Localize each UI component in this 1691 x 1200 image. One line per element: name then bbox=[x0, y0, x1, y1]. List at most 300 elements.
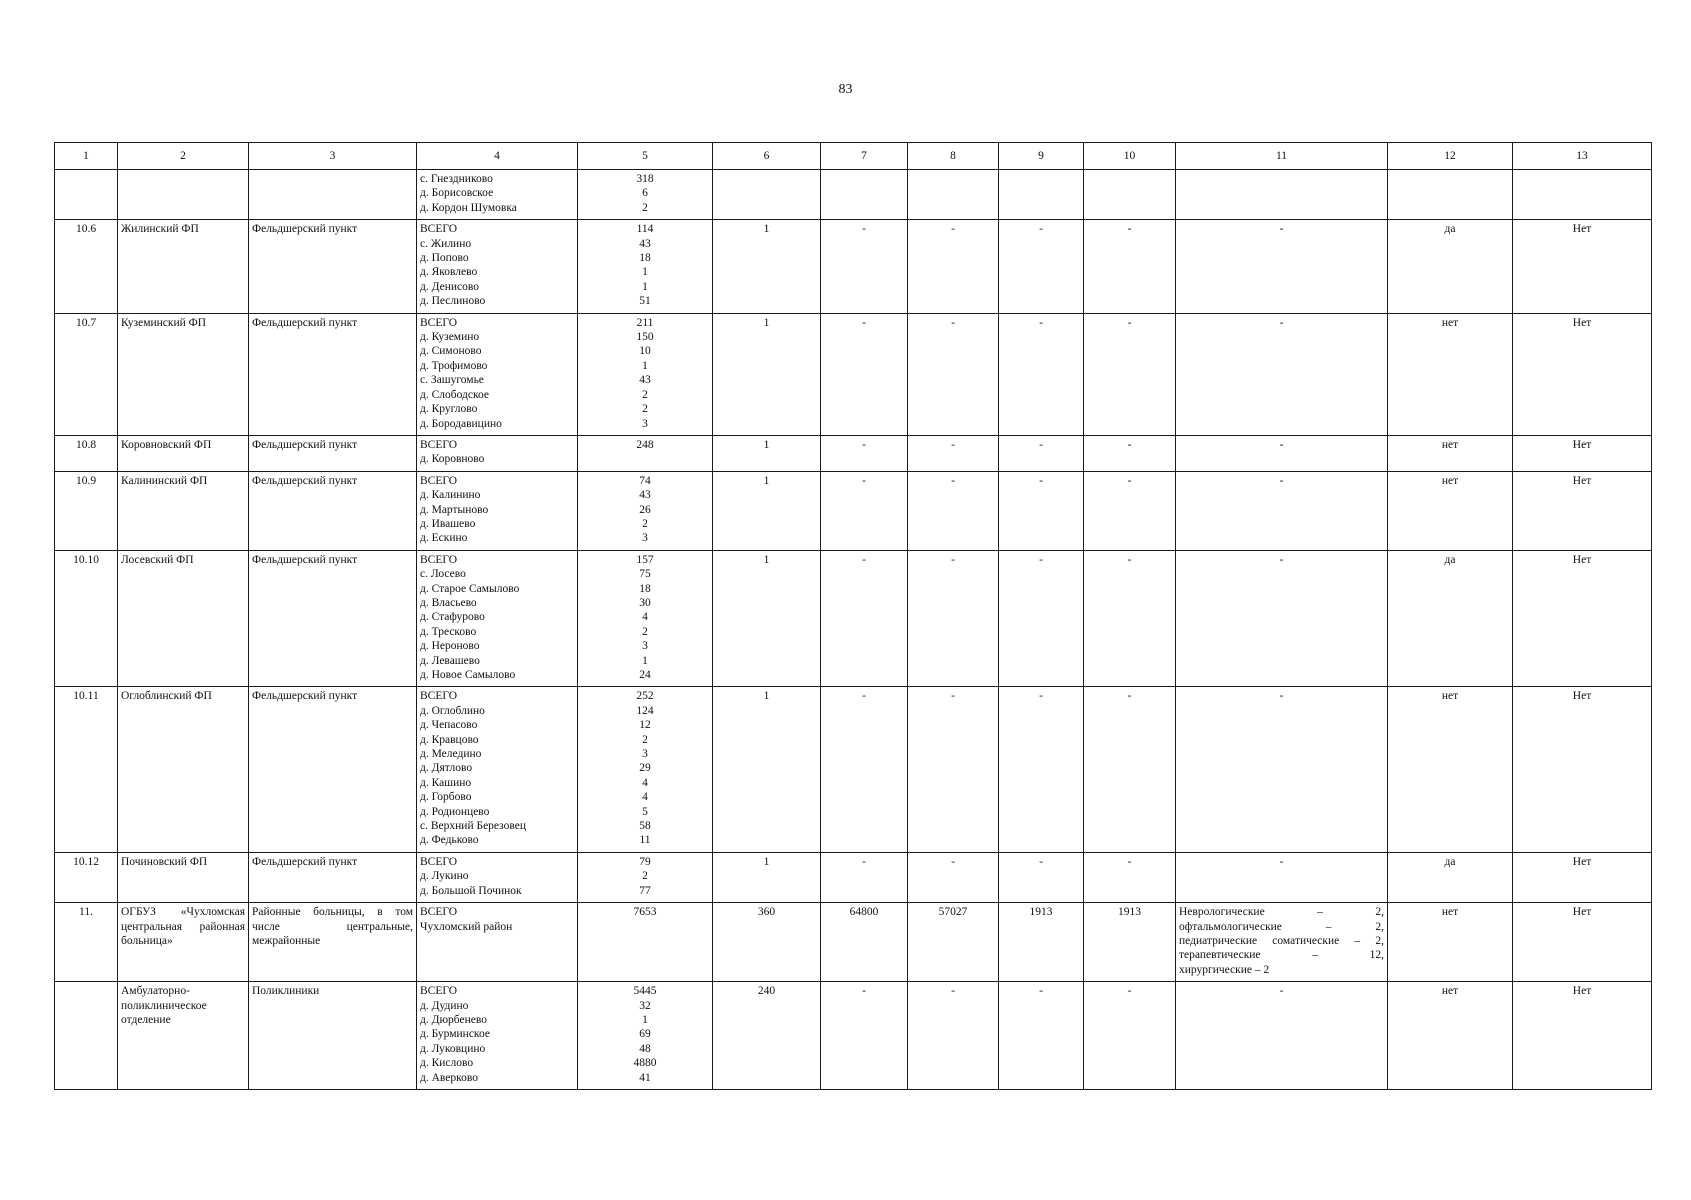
settlement-line: с. Верхний Березовец bbox=[420, 820, 527, 833]
column-6-cell: 1 bbox=[713, 220, 821, 313]
settlement-line: ВСЕГО bbox=[420, 474, 458, 487]
population-value: 318 bbox=[636, 173, 654, 185]
settlement-line: д. Власьево bbox=[420, 596, 477, 609]
facility-name-cell bbox=[118, 903, 249, 982]
profile-line: - bbox=[1279, 553, 1284, 566]
population-cell bbox=[578, 170, 713, 220]
facility-name-cell bbox=[118, 982, 249, 1090]
facility-type-cell bbox=[249, 471, 417, 550]
facility-type-cell bbox=[249, 903, 417, 982]
column-9-cell: - bbox=[999, 982, 1084, 1090]
facility-name-line: больница» bbox=[121, 934, 173, 947]
population-value: 30 bbox=[639, 596, 651, 609]
population-value: 114 bbox=[636, 223, 654, 236]
population-value: 4880 bbox=[633, 1057, 657, 1070]
settlement-line: д. Лукино bbox=[420, 870, 469, 883]
population-cell bbox=[578, 903, 713, 982]
population-value: 79 bbox=[639, 855, 651, 868]
column-8-cell: - bbox=[908, 435, 999, 471]
settlement-line: д. Калинино bbox=[420, 489, 481, 502]
population-value: 24 bbox=[639, 669, 651, 681]
settlement-line: д. Стафурово bbox=[420, 611, 485, 624]
header-row bbox=[55, 143, 1652, 170]
settlement-line: д. Аверково bbox=[420, 1071, 478, 1084]
column-8-cell: - bbox=[908, 852, 999, 902]
facility-type-line: числе центральные, bbox=[252, 920, 413, 933]
population-value: 41 bbox=[639, 1071, 651, 1084]
table-row bbox=[55, 220, 1652, 313]
population-value: 2 bbox=[642, 517, 648, 530]
settlements-cell bbox=[417, 313, 578, 435]
facility-name-cell bbox=[118, 220, 249, 313]
column-7-cell: - bbox=[821, 220, 908, 313]
population-value: 51 bbox=[639, 295, 651, 308]
population-value: 211 bbox=[636, 316, 654, 329]
column-12-cell: нет bbox=[1388, 903, 1513, 982]
column-10-cell: - bbox=[1084, 471, 1176, 550]
settlement-line: д. Денисово bbox=[420, 280, 479, 293]
column-header-7: 7 bbox=[821, 143, 908, 170]
facility-type-line: Фельдшерский пункт bbox=[252, 553, 358, 566]
column-7-cell: 64800 bbox=[821, 903, 908, 982]
column-13-cell: Нет bbox=[1513, 687, 1652, 852]
population-value: 48 bbox=[639, 1042, 651, 1055]
column-7-cell: - bbox=[821, 435, 908, 471]
population-value: 29 bbox=[639, 762, 651, 775]
facility-type-cell bbox=[249, 982, 417, 1090]
column-8-cell: - bbox=[908, 982, 999, 1090]
facility-name-line: поликлиническое bbox=[121, 999, 207, 1012]
settlement-line: д. Круглово bbox=[420, 403, 478, 416]
profile-line: - bbox=[1279, 316, 1284, 329]
column-10-cell: 1913 bbox=[1084, 903, 1176, 982]
profile-cell bbox=[1176, 220, 1388, 313]
population-value: 43 bbox=[639, 237, 651, 250]
facility-type-line: Фельдшерский пункт bbox=[252, 223, 358, 236]
settlement-line: ВСЕГО bbox=[420, 690, 458, 703]
settlement-line: д. Слободское bbox=[420, 388, 489, 401]
population-value: 18 bbox=[639, 252, 651, 265]
population-cell bbox=[578, 687, 713, 852]
population-value: 2 bbox=[642, 733, 648, 746]
population-value: 3 bbox=[642, 417, 648, 430]
profile-line: Неврологические – 2, bbox=[1179, 906, 1384, 919]
settlement-line: ВСЕГО bbox=[420, 985, 458, 998]
facility-name-cell bbox=[118, 550, 249, 687]
facility-type-line: Фельдшерский пункт bbox=[252, 316, 358, 329]
column-10-cell: - bbox=[1084, 313, 1176, 435]
column-header-2: 2 bbox=[118, 143, 249, 170]
population-value: 5 bbox=[642, 805, 648, 818]
facility-name-line: Лосевский ФП bbox=[121, 553, 194, 566]
population-value: 4 bbox=[642, 611, 648, 624]
column-header-9: 9 bbox=[999, 143, 1084, 170]
column-9-cell: - bbox=[999, 687, 1084, 852]
column-12-cell: нет bbox=[1388, 687, 1513, 852]
settlement-line: д. Бородавицино bbox=[420, 417, 502, 430]
profile-cell bbox=[1176, 982, 1388, 1090]
population-value: 58 bbox=[639, 820, 651, 833]
facility-type-cell bbox=[249, 313, 417, 435]
facility-name-line: отделение bbox=[121, 1013, 171, 1026]
settlements-cell bbox=[417, 550, 578, 687]
facility-name-line: Амбулаторно- bbox=[121, 985, 190, 998]
column-8-cell: - bbox=[908, 313, 999, 435]
settlements-cell bbox=[417, 220, 578, 313]
table-row bbox=[55, 687, 1652, 852]
column-header-4: 4 bbox=[417, 143, 578, 170]
settlement-line: д. Нероново bbox=[420, 640, 480, 653]
settlement-line: с. Лосево bbox=[420, 568, 466, 581]
facility-type-line: Фельдшерский пункт bbox=[252, 474, 358, 487]
column-12-cell: нет bbox=[1388, 435, 1513, 471]
table-row bbox=[55, 982, 1652, 1090]
column-7-cell: - bbox=[821, 313, 908, 435]
settlement-line: д. Дятлово bbox=[420, 762, 473, 775]
row-number-cell bbox=[55, 982, 118, 1090]
population-value: 18 bbox=[639, 582, 651, 595]
column-13-cell: Нет bbox=[1513, 313, 1652, 435]
facility-name-cell bbox=[118, 852, 249, 902]
page-number: 83 bbox=[838, 82, 853, 97]
population-cell bbox=[578, 220, 713, 313]
column-header-3: 3 bbox=[249, 143, 417, 170]
column-10-cell bbox=[1084, 170, 1176, 220]
column-9-cell: 1913 bbox=[999, 903, 1084, 982]
population-value: 4 bbox=[642, 791, 648, 804]
column-12-cell: нет bbox=[1388, 982, 1513, 1090]
population-value: 4 bbox=[642, 776, 648, 789]
settlement-line: д. Горбово bbox=[420, 791, 472, 804]
column-12-cell: да bbox=[1388, 220, 1513, 313]
column-12-cell bbox=[1388, 170, 1513, 220]
facility-type-cell bbox=[249, 435, 417, 471]
table-row bbox=[55, 435, 1652, 471]
row-number-cell: 10.9 bbox=[55, 471, 118, 550]
population-value: 2 bbox=[642, 403, 648, 416]
settlement-line: ВСЕГО bbox=[420, 223, 458, 236]
profile-line: - bbox=[1279, 474, 1284, 487]
profile-line: - bbox=[1279, 438, 1284, 451]
profile-cell bbox=[1176, 435, 1388, 471]
profile-line: терапевтические – 12, bbox=[1179, 949, 1384, 962]
column-13-cell: Нет bbox=[1513, 852, 1652, 902]
settlement-line: д. Чепасово bbox=[420, 719, 478, 732]
settlement-line: д. Федьково bbox=[420, 834, 479, 847]
column-header-1: 1 bbox=[55, 143, 118, 170]
facility-name-cell bbox=[118, 435, 249, 471]
column-9-cell: - bbox=[999, 435, 1084, 471]
row-number-cell: 10.7 bbox=[55, 313, 118, 435]
facility-type-line: Фельдшерский пункт bbox=[252, 690, 358, 703]
population-value: 252 bbox=[636, 690, 654, 703]
population-cell bbox=[578, 982, 713, 1090]
population-value: 2 bbox=[642, 201, 648, 214]
column-7-cell bbox=[821, 170, 908, 220]
profile-cell bbox=[1176, 550, 1388, 687]
column-header-8: 8 bbox=[908, 143, 999, 170]
facility-name-line: ОГБУЗ «Чухломская bbox=[121, 906, 245, 919]
column-10-cell: - bbox=[1084, 852, 1176, 902]
population-value: 12 bbox=[639, 719, 651, 732]
population-value: 74 bbox=[639, 474, 651, 487]
settlement-line: д. Тресково bbox=[420, 625, 477, 638]
column-header-12: 12 bbox=[1388, 143, 1513, 170]
column-6-cell: 1 bbox=[713, 852, 821, 902]
column-9-cell: - bbox=[999, 313, 1084, 435]
settlement-line: д. Кислово bbox=[420, 1057, 474, 1070]
profile-line: - bbox=[1279, 855, 1284, 868]
facility-type-cell bbox=[249, 220, 417, 313]
settlement-line: д. Борисовское bbox=[420, 187, 494, 200]
column-8-cell bbox=[908, 170, 999, 220]
settlements-cell bbox=[417, 435, 578, 471]
population-value: 1 bbox=[642, 280, 648, 293]
population-value: 32 bbox=[639, 999, 651, 1012]
column-10-cell: - bbox=[1084, 687, 1176, 852]
settlement-line: д. Попово bbox=[420, 252, 469, 265]
settlement-line: д. Трофимово bbox=[420, 359, 488, 372]
facility-name-line: Коровновский ФП bbox=[121, 438, 212, 451]
column-6-cell: 1 bbox=[713, 471, 821, 550]
facility-name-cell bbox=[118, 313, 249, 435]
population-value: 157 bbox=[636, 553, 654, 566]
column-7-cell: - bbox=[821, 550, 908, 687]
profile-cell bbox=[1176, 471, 1388, 550]
settlements-cell bbox=[417, 903, 578, 982]
column-6-cell: 1 bbox=[713, 687, 821, 852]
settlement-line: д. Кордон Шумовка bbox=[420, 201, 517, 214]
settlement-line: с. Жилино bbox=[420, 237, 472, 250]
table-row bbox=[55, 852, 1652, 902]
column-13-cell: Нет bbox=[1513, 982, 1652, 1090]
facility-type-line: Районные больницы, в том bbox=[252, 906, 413, 919]
settlement-line: д. Симоново bbox=[420, 345, 482, 358]
settlement-line: ВСЕГО bbox=[420, 553, 458, 566]
settlement-line: д. Куземино bbox=[420, 331, 480, 344]
column-12-cell: нет bbox=[1388, 313, 1513, 435]
population-value: 5445 bbox=[633, 985, 657, 998]
column-6-cell bbox=[713, 170, 821, 220]
column-12-cell: нет bbox=[1388, 471, 1513, 550]
settlement-line: д. Ивашево bbox=[420, 517, 476, 530]
facility-name-line: центральная районная bbox=[121, 920, 245, 933]
facility-type-line: Поликлиники bbox=[252, 985, 320, 998]
column-6-cell: 1 bbox=[713, 435, 821, 471]
column-9-cell: - bbox=[999, 220, 1084, 313]
facility-name-line: Калининский ФП bbox=[121, 474, 208, 487]
column-13-cell: Нет bbox=[1513, 435, 1652, 471]
column-8-cell: - bbox=[908, 471, 999, 550]
settlement-line: д. Новое Самылово bbox=[420, 669, 516, 681]
population-value: 7653 bbox=[633, 906, 657, 919]
facility-type-cell bbox=[249, 687, 417, 852]
settlements-cell bbox=[417, 471, 578, 550]
settlement-line: д. Меледино bbox=[420, 748, 482, 761]
settlement-line: с. Зашугомье bbox=[420, 374, 484, 387]
settlement-line: д. Старое Самылово bbox=[420, 582, 520, 595]
column-10-cell: - bbox=[1084, 982, 1176, 1090]
column-6-cell: 1 bbox=[713, 313, 821, 435]
settlement-line: д. Родионцево bbox=[420, 805, 490, 818]
column-6-cell: 240 bbox=[713, 982, 821, 1090]
column-8-cell: - bbox=[908, 687, 999, 852]
population-value: 1 bbox=[642, 1013, 648, 1026]
column-8-cell: - bbox=[908, 550, 999, 687]
column-7-cell: - bbox=[821, 982, 908, 1090]
row-number-cell bbox=[55, 170, 118, 220]
column-13-cell: Нет bbox=[1513, 471, 1652, 550]
settlement-line: ВСЕГО bbox=[420, 316, 458, 329]
column-header-13: 13 bbox=[1513, 143, 1652, 170]
population-value: 248 bbox=[636, 438, 654, 451]
column-10-cell: - bbox=[1084, 435, 1176, 471]
population-value: 6 bbox=[642, 187, 648, 200]
population-value: 10 bbox=[639, 345, 651, 358]
facility-type-cell bbox=[249, 852, 417, 902]
facility-name-line: Починовский ФП bbox=[121, 855, 208, 868]
settlement-line: д. Дудино bbox=[420, 999, 469, 1012]
profile-cell bbox=[1176, 687, 1388, 852]
population-value: 2 bbox=[642, 625, 648, 638]
settlement-line: д. Левашево bbox=[420, 654, 480, 667]
facility-name-line: Оглоблинский ФП bbox=[121, 690, 212, 703]
column-13-cell bbox=[1513, 170, 1652, 220]
column-9-cell: - bbox=[999, 550, 1084, 687]
column-8-cell: 57027 bbox=[908, 903, 999, 982]
population-cell bbox=[578, 852, 713, 902]
population-value: 124 bbox=[636, 704, 654, 717]
population-value: 2 bbox=[642, 388, 648, 401]
settlement-line: д. Бурминское bbox=[420, 1028, 490, 1041]
profile-line: педиатрические соматические – 2, bbox=[1179, 934, 1384, 947]
settlement-line: д. Дюрбенево bbox=[420, 1013, 487, 1026]
population-value: 11 bbox=[639, 834, 651, 847]
row-number-cell: 10.10 bbox=[55, 550, 118, 687]
facility-type-line: Фельдшерский пункт bbox=[252, 438, 358, 451]
population-value: 3 bbox=[642, 640, 648, 653]
column-header-5: 5 bbox=[578, 143, 713, 170]
population-value: 77 bbox=[639, 884, 651, 897]
profile-cell bbox=[1176, 903, 1388, 982]
settlement-line: ВСЕГО bbox=[420, 906, 458, 919]
table-row bbox=[55, 903, 1652, 982]
population-value: 2 bbox=[642, 870, 648, 883]
column-6-cell: 1 bbox=[713, 550, 821, 687]
settlement-line: Чухломский район bbox=[420, 920, 513, 933]
column-7-cell: - bbox=[821, 471, 908, 550]
column-12-cell: да bbox=[1388, 852, 1513, 902]
settlements-cell bbox=[417, 982, 578, 1090]
column-9-cell: - bbox=[999, 471, 1084, 550]
settlement-line: д. Большой Починок bbox=[420, 884, 522, 897]
population-value: 3 bbox=[642, 532, 648, 545]
column-9-cell bbox=[999, 170, 1084, 220]
profile-line: - bbox=[1279, 223, 1284, 236]
column-13-cell: Нет bbox=[1513, 903, 1652, 982]
table-row bbox=[55, 550, 1652, 687]
row-number-cell: 10.6 bbox=[55, 220, 118, 313]
population-value: 43 bbox=[639, 374, 651, 387]
settlements-cell bbox=[417, 852, 578, 902]
column-7-cell: - bbox=[821, 687, 908, 852]
facility-type-line: Фельдшерский пункт bbox=[252, 855, 358, 868]
profile-cell bbox=[1176, 170, 1388, 220]
facilities-table bbox=[54, 142, 1652, 1090]
column-9-cell: - bbox=[999, 852, 1084, 902]
facility-name-line: Жилинский ФП bbox=[121, 223, 199, 236]
settlement-line: д. Кравцово bbox=[420, 733, 479, 746]
row-number-cell: 11. bbox=[55, 903, 118, 982]
population-cell bbox=[578, 550, 713, 687]
settlement-line: д. Яковлево bbox=[420, 266, 478, 279]
facility-name-line: Куземинский ФП bbox=[121, 316, 207, 329]
profile-line: - bbox=[1279, 985, 1284, 998]
population-value: 150 bbox=[636, 331, 654, 344]
table-row bbox=[55, 170, 1652, 220]
row-number-cell: 10.12 bbox=[55, 852, 118, 902]
population-value: 26 bbox=[639, 503, 651, 516]
profile-line: офтальмологические – 2, bbox=[1179, 920, 1384, 933]
facility-name-cell bbox=[118, 170, 249, 220]
settlement-line: д. Коровново bbox=[420, 453, 485, 466]
row-number-cell: 10.8 bbox=[55, 435, 118, 471]
column-8-cell: - bbox=[908, 220, 999, 313]
column-header-6: 6 bbox=[713, 143, 821, 170]
population-value: 3 bbox=[642, 748, 648, 761]
population-cell bbox=[578, 313, 713, 435]
column-13-cell: Нет bbox=[1513, 220, 1652, 313]
column-10-cell: - bbox=[1084, 550, 1176, 687]
column-12-cell: да bbox=[1388, 550, 1513, 687]
population-value: 69 bbox=[639, 1028, 651, 1041]
settlement-line: с. Гнездниково bbox=[420, 173, 493, 185]
settlement-line: д. Ескино bbox=[420, 532, 468, 545]
column-7-cell: - bbox=[821, 852, 908, 902]
settlement-line: д. Песлиново bbox=[420, 295, 486, 308]
population-value: 75 bbox=[639, 568, 651, 581]
row-number-cell: 10.11 bbox=[55, 687, 118, 852]
population-cell bbox=[578, 471, 713, 550]
settlement-line: д. Кашино bbox=[420, 776, 472, 789]
column-10-cell: - bbox=[1084, 220, 1176, 313]
population-value: 43 bbox=[639, 489, 651, 502]
settlement-line: д. Оглоблино bbox=[420, 704, 485, 717]
facility-name-cell bbox=[118, 471, 249, 550]
population-value: 1 bbox=[642, 266, 648, 279]
population-cell bbox=[578, 435, 713, 471]
facility-type-line: межрайонные bbox=[252, 934, 321, 947]
settlement-line: ВСЕГО bbox=[420, 438, 458, 451]
settlements-cell bbox=[417, 170, 578, 220]
column-6-cell: 360 bbox=[713, 903, 821, 982]
settlements-cell bbox=[417, 687, 578, 852]
settlement-line: ВСЕГО bbox=[420, 855, 458, 868]
facility-type-cell bbox=[249, 170, 417, 220]
facility-type-cell bbox=[249, 550, 417, 687]
column-header-10: 10 bbox=[1084, 143, 1176, 170]
profile-line: хирургические – 2 bbox=[1179, 963, 1270, 976]
facility-name-cell bbox=[118, 687, 249, 852]
population-value: 1 bbox=[642, 359, 648, 372]
population-value: 1 bbox=[642, 654, 648, 667]
profile-line: - bbox=[1279, 690, 1284, 703]
profile-cell bbox=[1176, 313, 1388, 435]
table-row bbox=[55, 313, 1652, 435]
column-header-11: 11 bbox=[1176, 143, 1388, 170]
settlement-line: д. Луковцино bbox=[420, 1042, 486, 1055]
column-13-cell: Нет bbox=[1513, 550, 1652, 687]
